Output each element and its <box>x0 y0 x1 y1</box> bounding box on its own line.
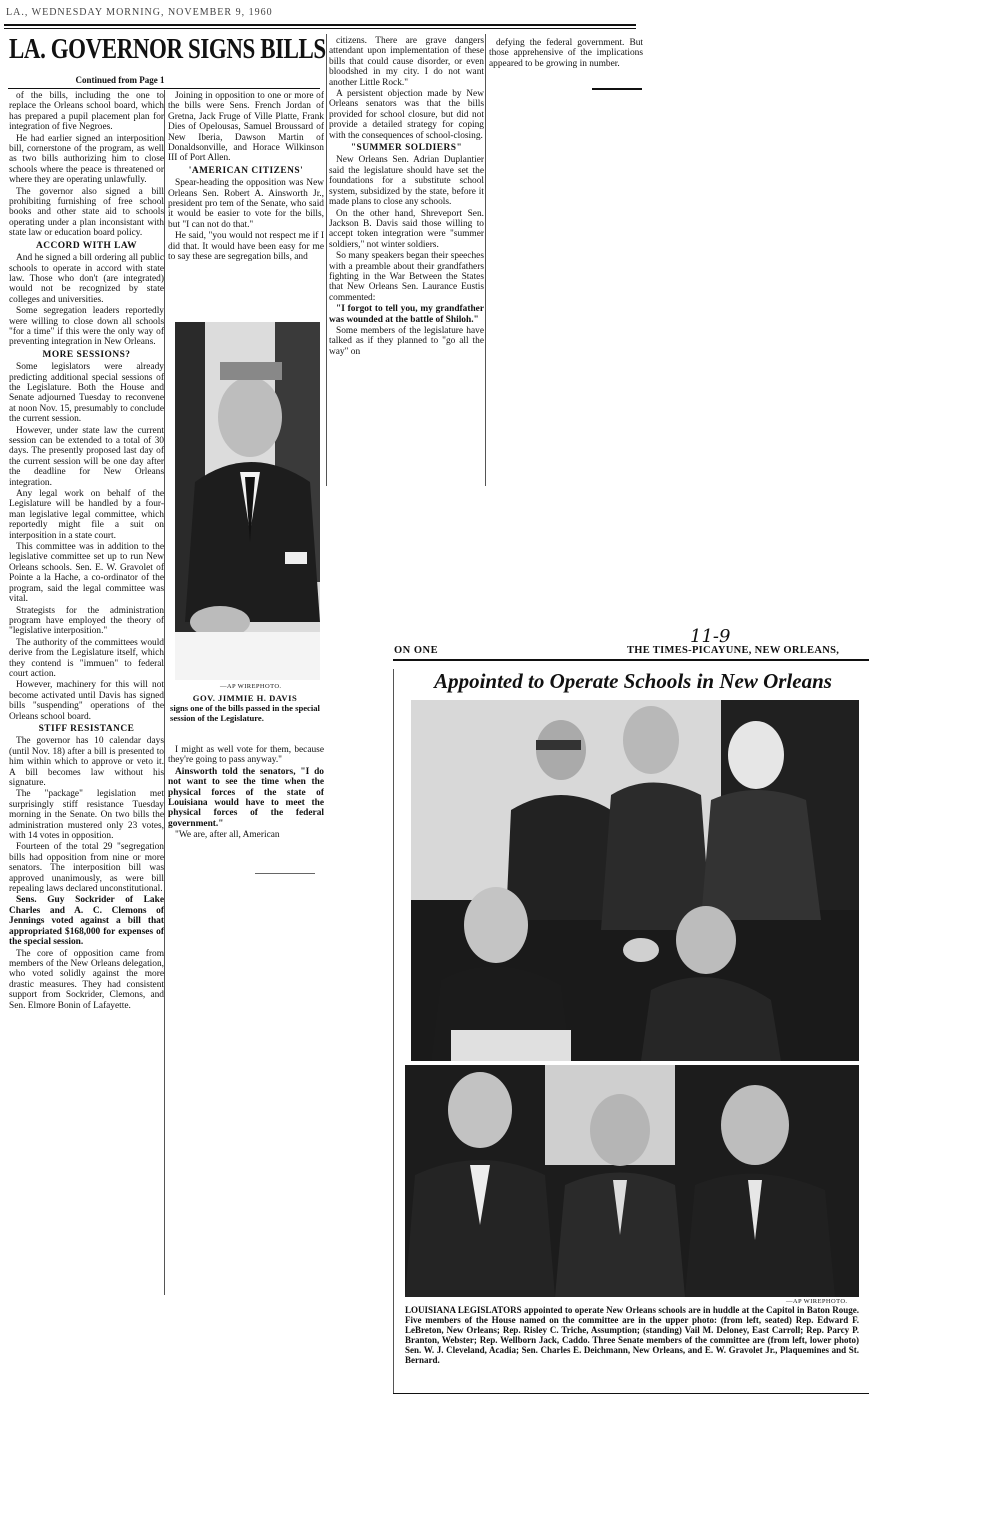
subhead: "SUMMER SOLDIERS" <box>350 143 463 154</box>
paragraph: The core of opposition came from members of the New Orleans delegation, who voted solidly against the more drastic measures. They had consistent support from Sockrider, Clemons, and Sen. Elmore Bonin of Lafayette. <box>9 948 164 1011</box>
governor-photo-credit: —AP WIREPHOTO. <box>220 683 282 690</box>
upper-photo <box>411 700 859 1061</box>
paragraph: The governor also signed a bill prohibiting furnishing of free school books and other state aid to schools operating under a plan inconsistant with state law or education board policy. <box>9 186 164 239</box>
subhead: ACCORD WITH LAW <box>35 240 138 251</box>
dateline: LA., WEDNESDAY MORNING, NOVEMBER 9, 1960 <box>6 7 273 18</box>
paragraph: A persistent objection made by New Orleans senators was that the bills provided for school closure, but did not provide a detailed strategy for coping with the consequences of school-closing. <box>329 89 484 141</box>
paragraph: However, under state law the current session can be extended to a total of 30 days. The presently proposed last day of the current session will be one day after the deadline for New Orleans integration. <box>9 425 164 488</box>
column-2-top <box>168 91 324 319</box>
clip2-left-border <box>393 669 394 1393</box>
governor-caption-text: signs one of the bills passed in the special session of the Legislature. <box>170 703 320 723</box>
paragraph: Any legal work on behalf of the Legislature will be handled by a four-man legislative legal committee, which reportedly might file a suit on interposition in a state court. <box>9 489 164 541</box>
subhead: MORE SESSIONS? <box>42 349 131 360</box>
headline: LA. GOVERNOR SIGNS BILLS <box>9 34 326 65</box>
lower-photo <box>405 1065 859 1297</box>
subhead: STIFF RESISTANCE <box>38 723 135 734</box>
paragraph: I might as well vote for them, because they're going to pass anyway." <box>168 745 324 766</box>
continued-line: Continued from Page 1 <box>75 75 165 85</box>
paragraph: The "package" legislation met surprisingly stiff resistance Tuesday morning in the Senate. On two bills the administration mustered only 23 votes, with 14 votes in opposition. <box>9 789 164 842</box>
bold-paragraph: "I forgot to tell you, my grandfather was wounded at the battle of Shiloh." <box>329 304 484 325</box>
clip2-photo-credit: —AP WIREPHOTO. <box>786 1298 848 1305</box>
paragraph: Some segregation leaders reportedly were willing to close down all schools "for a time" if this were the only way of preventing integration in New Orleans. <box>9 306 164 348</box>
section-label: ON ONE <box>394 645 439 656</box>
column-1-border <box>164 90 165 1295</box>
paragraph: He had earlier signed an interposition bill, cornerstone of the program, as well as two bills authorizing him to close schools where the peace is threatened or where they are operating unlawfully. <box>9 133 164 186</box>
clip2-headline: Appointed to Operate Schools in New Orleans <box>434 669 832 693</box>
column-1 <box>9 91 164 1296</box>
column-2-end-rule <box>255 873 315 874</box>
paragraph: of the bills, including the one to replace the Orleans school board, which has prepared a pupil placement plan for integration of five Negroes. <box>9 91 164 133</box>
dateline-rule-thin <box>4 28 636 29</box>
paragraph: The governor has 10 calendar days (until Nov. 18) after a bill is presented to him within which to approve or veto it. A bill becomes law without his signature. <box>9 736 164 788</box>
paragraph: He said, "you would not respect me if I did that. It would have been easy for me to say these are segregation bills, and <box>168 231 324 263</box>
governor-caption <box>170 693 320 723</box>
handwritten-date: 11-9 <box>690 626 731 647</box>
paragraph: citizens. There are grave dangers attendant upon implementation of these bills that could cause disorder, or even bloodshed in my city. I do not want another Little Rock." <box>329 36 484 88</box>
column-3 <box>329 36 484 484</box>
paragraph: Joining in opposition to one or more of the bills were Sens. French Jordan of Gretna, Jack Fruge of Ville Platte, Frank Dies of Opelousas, Samuel Broussard of New Iberia, Dawson Martin of Donaldsonville, and Horace Wilkinson III of Port Allen. <box>168 91 324 164</box>
clip2-caption: LOUISIANA LEGISLATORS appointed to operate New Orleans schools are in huddle at the Capitol in Baton Rouge. Five members of the House named on the committee are in the upper photo: (from left, seated) Rep. Edward F. LeBreton, New Orleans; Rep. Risley C. Triche, Assumption; (standing) Vail M. Deloney, East Carroll; Rep. Parcy P. Branton, Webster; Rep. Wellborn Jack, Caddo. Three Senate members of the committee are (from left, lower photo) Sen. W. J. Cleveland, Acadia; Sen. Charles E. Deichmann, New Orleans, and E. W. Gravolet Jr., Plaquemines and St. Bernard. <box>405 1305 859 1365</box>
column-4-end-rule <box>592 88 642 90</box>
headline-rule <box>8 88 320 89</box>
dateline-rule <box>4 24 636 26</box>
paragraph: On the other hand, Shreveport Sen. Jackson B. Davis said those willing to accept token integration were "summer soldiers," not winter soldiers. <box>329 208 484 250</box>
paragraph: The authority of the committees would derive from the Legislature itself, which they contend is "immuen" to federal court action. <box>9 637 164 679</box>
column-3-border-right <box>485 34 486 486</box>
column-2-bottom <box>168 745 324 875</box>
paragraph: And he signed a bill ordering all public schools to operate in accord with state law. Those who don't (are integrated) would not be recognized by state colleges and universities. <box>9 253 164 305</box>
paragraph: Spear-heading the opposition was New Orleans Sen. Robert A. Ainsworth Jr., president pro tem of the Senate, who said it would be easier to vote for the bills, but "I can not do that." <box>168 178 324 230</box>
paragraph: Some members of the legislature have talked as if they planned to "go all the way" on <box>329 325 484 357</box>
bold-paragraph: Sens. Guy Sockrider of Lake Charles and A. C. Clemons of Jennings voted against a bill that appropriated $168,000 for expenses of the special session. <box>9 895 164 948</box>
paragraph: Some legislators were already predicting additional special sessions of the Legislature. Both the House and Senate adjourned Tuesday to reconvene at noon Nov. 15, presumably to conclude the current session. <box>9 362 164 425</box>
column-4 <box>489 38 643 86</box>
masthead-rule <box>393 659 869 661</box>
paragraph: defying the federal government. But those apprehensive of the implications appeared to be growing in number. <box>489 38 643 69</box>
newspaper-name: THE TIMES-PICAYUNE, NEW ORLEANS, <box>627 645 840 656</box>
paragraph: However, machinery for this will not become activated until Davis has signed bills "suspending" operations of the Orleans school board. <box>9 680 164 722</box>
column-3-border-left <box>326 34 327 486</box>
clip2-bottom-rule <box>393 1393 869 1394</box>
paragraph: So many speakers began their speeches with a preamble about their grandfathers fighting in the War Between the States that New Orleans Sen. Laurance Eustis commented: <box>329 251 484 303</box>
paragraph: New Orleans Sen. Adrian Duplantier said the legislature should have set the foundations for a substitute school system, subsidized by the state, before it made plans to close any schools. <box>329 155 484 208</box>
paragraph: Fourteen of the total 29 "segregation bills had opposition from nine or more senators. The interposition bill was approved unanimously, as were bill repealing laws declared unconstitutional. <box>9 842 164 895</box>
bold-paragraph: Ainsworth told the senators, "I do not want to see the time when the physical forces of the state of Louisiana would have to meet the physical forces of the federal government." <box>168 766 324 829</box>
paragraph: This committee was in addition to the legislative committee set up to run New Orleans schools. Sen. E. W. Gravolet of Pointe a la Hache, a co-ordinator of the program, said the legal committee was vital. <box>9 542 164 605</box>
governor-photo <box>175 322 320 680</box>
subhead: 'AMERICAN CITIZENS' <box>188 165 304 176</box>
governor-caption-name: GOV. JIMMIE H. DAVIS <box>192 693 298 703</box>
paragraph: "We are, after all, American <box>175 830 280 841</box>
paragraph: Strategists for the administration program have employed the theory of "legislative interposition." <box>9 605 164 637</box>
